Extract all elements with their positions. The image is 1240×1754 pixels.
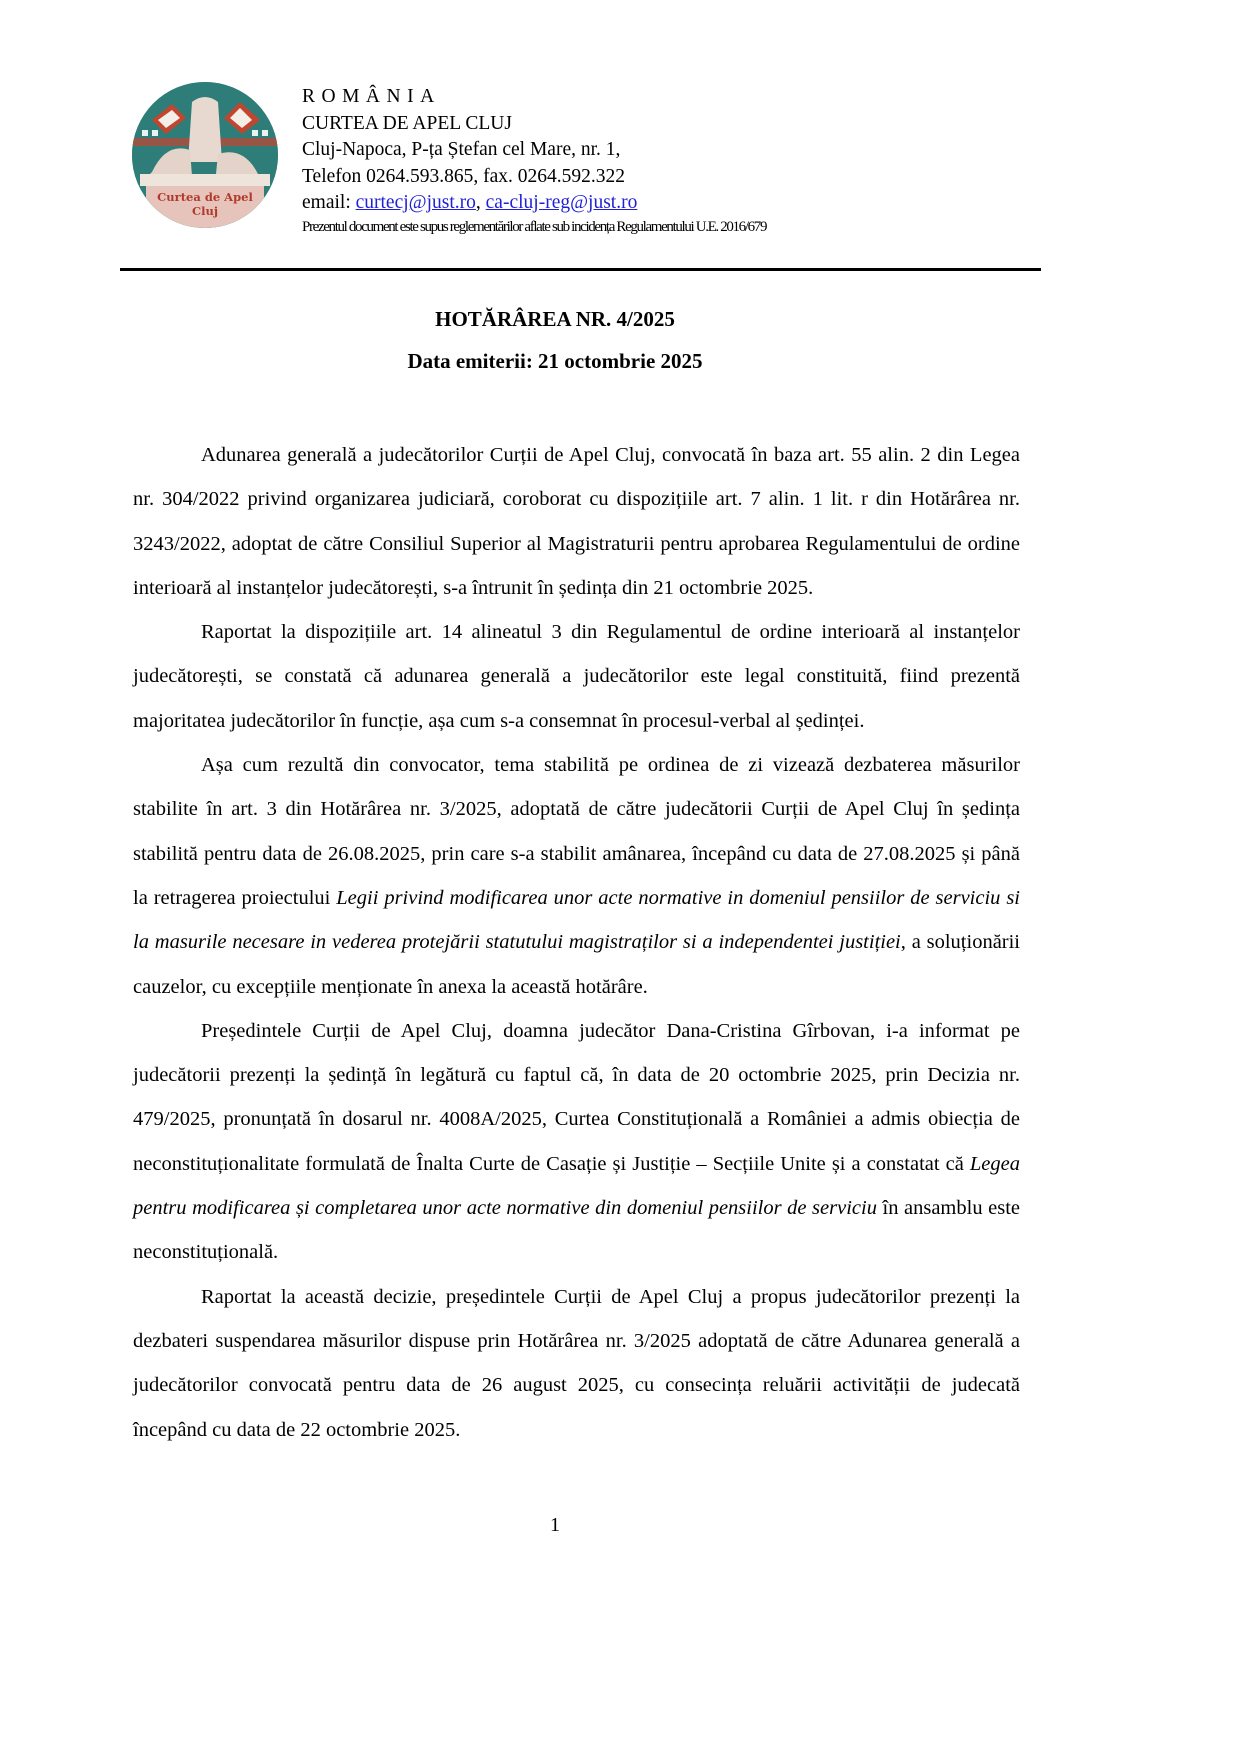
paragraph-3 — [133, 743, 1020, 1009]
issue-date: Data emiterii: 21 octombrie 2025 — [407, 349, 703, 373]
paragraph-3-law-title: Legii privind modificarea unor acte normative in domeniul pensiilor de serviciu si la masurile necesare in vederea protejării statutului magistraților si a independentei justiției — [133, 886, 1020, 954]
email-line — [302, 190, 1002, 217]
court-seal-icon — [132, 82, 278, 228]
svg-text:Cluj: Cluj — [191, 204, 219, 218]
header-divider — [120, 268, 1041, 271]
phone-fax: Telefon 0264.593.865, fax. 0264.592.322 — [302, 165, 626, 187]
institution-name: CURTEA DE APEL CLUJ — [302, 112, 512, 134]
document-title: HOTĂRÂREA NR. 4/2025 — [435, 307, 675, 331]
paragraph-3-text-a: Așa cum rezultă din convocator, tema stabilită pe ordinea de zi vizează dezbaterea măsurilor stabilite în art. 3 din Hotărârea nr. 3/2025, adoptată de către judecătorii Curții de Apel Cluj în ședința stabilită pentru data de 26.08.2025, prin care s-a stabilit amânarea, începând cu data de 27.08.2025 și până la retragerea proiectului — [133, 754, 1020, 909]
paragraph-5: Raportat la această decizie, președintele Curții de Apel Cluj a propus judecătorilor prezenți la dezbateri suspendarea măsurilor dispuse prin Hotărârea nr. 3/2025 adoptată de către Adunarea generală a judecătorilor convocată pentru data de 26 august 2025, cu consecința reluării activității de judecată începând cu data de 22 octombrie 2025. — [133, 1285, 1020, 1441]
gdpr-notice: Prezentul document este supus reglementărilor aflate sub incidența Regulamentului U.E. 2016/679 — [302, 218, 767, 235]
email-link-ca-cluj-reg[interactable]: ca-cluj-reg@just.ro — [485, 192, 638, 214]
paragraph-4-text-a: Președintele Curții de Apel Cluj, doamna judecător Dana-Cristina Gîrbovan, i-a informat pe judecătorii prezenți la ședință în legătură cu faptul că, în data de 20 octombrie 2025, prin Decizia nr. 479/2025, pronunțată în dosarul nr. 4008A/2025, Curtea Constituțională a României a admis obiecția de neconstituționalitate formulată de Înalta Curte de Casație și Justiție – Secțiile Unite și a constatat că — [133, 1019, 1020, 1175]
letterhead — [302, 84, 1002, 237]
paragraph-2: Raportat la dispozițiile art. 14 alineatul 3 din Regulamentul de ordine interioară al instanțelor judecătorești, se constată că adunarea generală a judecătorilor este legal constituită, fiind prezentă majoritatea judecătorilor în funcție, așa cum s-a consemnat în procesul-verbal al ședinței. — [133, 621, 1020, 732]
page-number: 1 — [550, 1514, 560, 1536]
paragraph-3-text-b: , a soluționării cauzelor, cu excepțiile menționate în anexa la această hotărâre. — [133, 931, 1021, 998]
svg-text:Curtea de Apel: Curtea de Apel — [157, 190, 253, 204]
email-separator: , — [475, 192, 486, 214]
court-logo — [132, 82, 278, 228]
address: Cluj-Napoca, P-ța Ștefan cel Mare, nr. 1, — [302, 139, 621, 161]
paragraph-4 — [133, 1009, 1020, 1275]
email-label: email: — [302, 192, 356, 214]
paragraph-4-text-b: în ansamblu este neconstituțională. — [133, 1197, 1021, 1264]
paragraph-1: Adunarea generală a judecătorilor Curții de Apel Cluj, convocată în baza art. 55 alin. 2 din Legea nr. 304/2022 privind organizarea judiciară, coroborat cu dispozițiile art. 7 alin. 1 lit. r din Hotărârea nr. 3243/2022, adoptat de către Consiliul Superior al Magistraturii pentru aprobarea Regulamentului de ordine interioară al instanțelor judecătorești, s-a întrunit în ședința din 21 octombrie 2025. — [133, 444, 1020, 599]
paragraph-4-law-title: Legea pentru modificarea și completarea unor acte normative din domeniul pensiilor de serviciu — [133, 1152, 1020, 1220]
document-body — [133, 433, 1020, 1452]
country-name: ROMÂNIA — [302, 86, 441, 107]
email-link-curtecj[interactable]: curtecj@just.ro — [355, 192, 476, 214]
